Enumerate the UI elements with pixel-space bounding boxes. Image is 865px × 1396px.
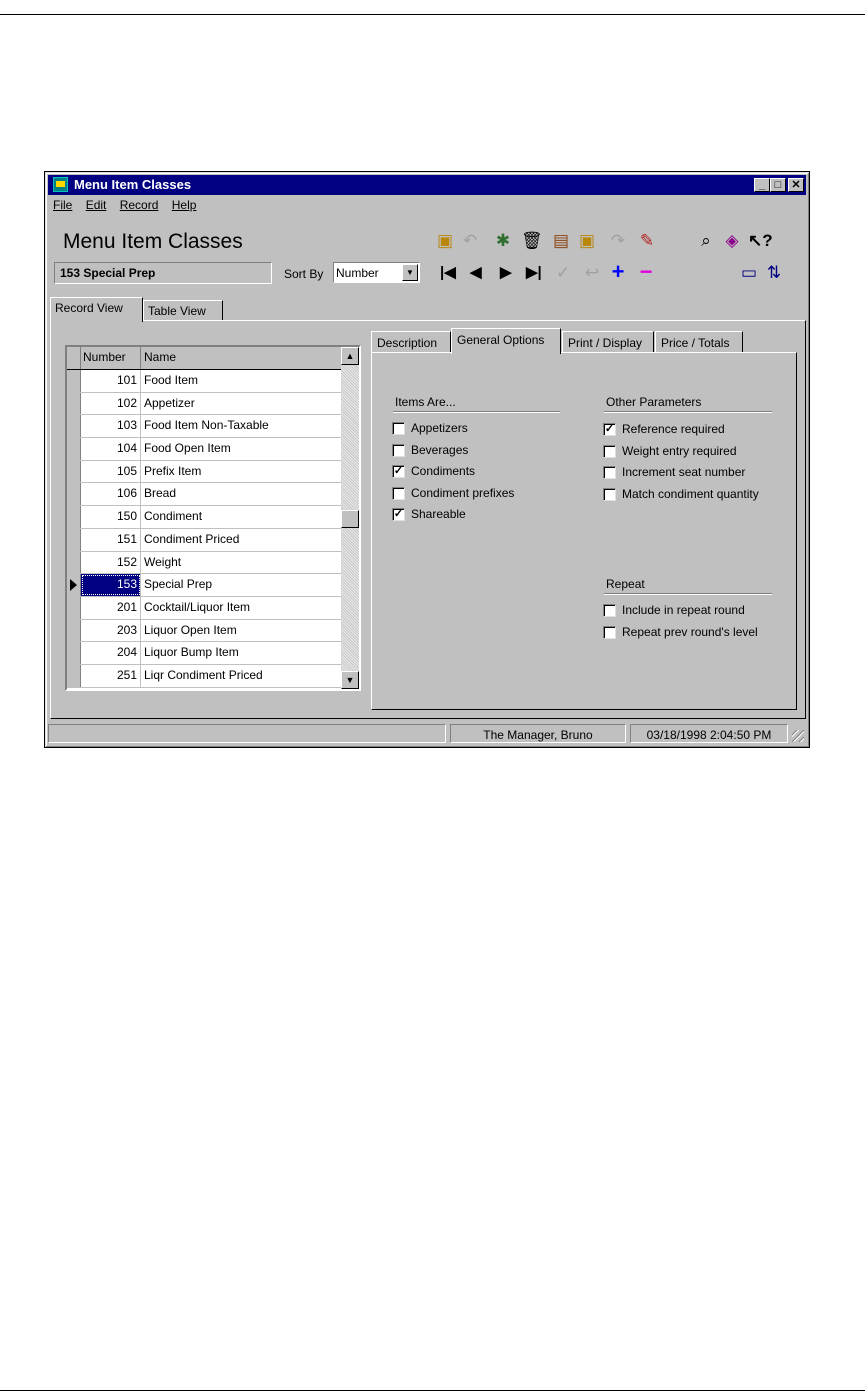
tab-general-options[interactable]: General Options — [451, 328, 561, 354]
record-grid[interactable] — [65, 345, 361, 691]
cell-name[interactable]: Food Open Item — [144, 441, 231, 456]
row-selector[interactable] — [67, 665, 81, 687]
cell-number[interactable]: 104 — [81, 438, 141, 460]
checkbox-label: Match condiment quantity — [622, 486, 759, 501]
checkbox-weight-entry-required[interactable] — [603, 445, 616, 458]
first-record-icon[interactable]: |◀ — [440, 264, 456, 281]
delete-icon[interactable]: 🗑 — [521, 231, 543, 250]
table-row[interactable] — [67, 620, 341, 643]
checkbox-label: Reference required — [622, 422, 725, 436]
checkbox-label: Condiments — [411, 464, 476, 478]
menu-edit[interactable]: Edit — [85, 198, 107, 212]
cancel-icon[interactable]: ↩ — [584, 263, 600, 282]
cell-number[interactable]: 203 — [81, 620, 141, 642]
checkbox-condiment-prefixes[interactable] — [392, 487, 405, 500]
book-icon[interactable]: ◈ — [725, 231, 739, 250]
cell-name[interactable]: Special Prep — [144, 577, 213, 592]
app-icon[interactable] — [53, 177, 68, 192]
row-selector[interactable] — [67, 370, 81, 392]
table-row[interactable] — [67, 483, 341, 506]
clear-icon[interactable]: ✎ — [639, 231, 655, 250]
table-row[interactable] — [67, 461, 341, 484]
cell-name[interactable]: Condiment — [144, 509, 203, 524]
cell-number[interactable]: 152 — [81, 552, 141, 574]
table-row[interactable] — [67, 574, 341, 597]
checkbox-repeat-prev-round-s-level[interactable] — [603, 626, 616, 639]
table-row[interactable] — [67, 370, 341, 393]
sort-by-select[interactable] — [333, 262, 420, 283]
table-row[interactable] — [67, 393, 341, 416]
cell-name[interactable]: Bread — [144, 486, 177, 501]
grid-rows — [67, 347, 341, 688]
checkbox-reference-required[interactable]: ✓ — [604, 423, 615, 435]
cell-number[interactable]: 204 — [81, 642, 141, 664]
table-row[interactable] — [67, 597, 341, 620]
clipboard-icon[interactable]: ▤ — [552, 231, 570, 250]
cell-number[interactable]: 103 — [81, 415, 141, 437]
page-title: Menu Item Classes — [63, 230, 243, 253]
table-row[interactable] — [67, 438, 341, 461]
cell-name[interactable]: Weight — [144, 554, 182, 569]
checkbox-label: Appetizers — [411, 421, 468, 435]
checkbox-appetizers[interactable] — [392, 422, 405, 435]
other-parameters-title: Other Parameters — [606, 395, 702, 409]
cell-name[interactable]: Liqr Condiment Priced — [144, 667, 263, 682]
remove-icon[interactable]: − — [639, 259, 653, 284]
table-row[interactable] — [67, 415, 341, 438]
checkbox-label: Repeat prev round's level — [622, 624, 758, 639]
items-are-title: Items Are... — [395, 395, 456, 409]
add-icon[interactable]: + — [611, 259, 625, 284]
sort-by-value: Number — [336, 266, 379, 280]
checkbox-label: Include in repeat round — [622, 603, 745, 617]
cell-number[interactable]: 106 — [81, 483, 141, 505]
row-selector[interactable] — [67, 597, 81, 619]
resize-grip[interactable] — [792, 730, 804, 742]
cell-name[interactable]: Liquor Open Item — [144, 622, 237, 637]
row-selector[interactable] — [67, 529, 81, 551]
cell-name[interactable]: Food Item — [144, 373, 199, 387]
repeat-divider — [604, 593, 772, 595]
status-bar — [48, 722, 806, 744]
menu-file[interactable]: File — [53, 198, 73, 212]
row-selector[interactable] — [67, 620, 81, 642]
checkbox-beverages[interactable] — [392, 444, 405, 457]
app-window — [44, 171, 810, 748]
redo-icon[interactable]: ↷ — [610, 231, 626, 250]
checkbox-increment-seat-number[interactable] — [603, 466, 616, 479]
cell-name[interactable]: Appetizer — [144, 395, 195, 410]
checkbox-label: Weight entry required — [622, 443, 737, 458]
table-row[interactable] — [67, 665, 341, 688]
find-icon[interactable]: ⌕ — [701, 231, 711, 250]
cell-number[interactable]: 201 — [81, 597, 141, 619]
copy-record-icon[interactable]: ✱ — [495, 231, 511, 250]
new-record-icon[interactable]: ▣ — [436, 231, 454, 250]
maximize-button[interactable]: □ — [770, 178, 786, 192]
cell-number[interactable]: 102 — [81, 393, 141, 415]
checkbox-label: Increment seat number — [622, 465, 746, 479]
screen-icon[interactable]: ▭ — [740, 263, 758, 282]
next-record-icon[interactable]: ▶ — [500, 264, 512, 281]
cell-number[interactable]: 105 — [81, 461, 141, 483]
tab-table-view[interactable]: Table View — [143, 300, 223, 322]
column-header-number[interactable]: Number — [81, 347, 141, 369]
cell-name[interactable]: Condiment Priced — [144, 531, 240, 546]
row-selector[interactable] — [67, 461, 81, 483]
current-row-pointer-icon — [70, 579, 77, 591]
row-selector[interactable] — [67, 393, 81, 415]
table-row[interactable] — [67, 642, 341, 665]
cell-number[interactable]: 251 — [81, 665, 141, 687]
checkbox-match-condiment-quantity[interactable] — [603, 488, 616, 501]
cell-number[interactable]: 150 — [81, 506, 141, 528]
checkbox-label: Beverages — [411, 442, 469, 457]
close-button[interactable]: ✕ — [788, 178, 804, 192]
current-record-display: 153 Special Prep — [54, 262, 272, 284]
cell-name[interactable]: Food Item Non-Taxable — [144, 418, 269, 433]
table-row[interactable] — [67, 529, 341, 552]
checkbox-label: Shareable — [411, 507, 466, 521]
cell-name[interactable]: Prefix Item — [144, 463, 202, 478]
other-parameters-divider — [604, 411, 772, 413]
grid-scrollbar[interactable] — [341, 347, 359, 689]
previous-record-icon[interactable]: ◀ — [470, 264, 482, 281]
table-row[interactable] — [67, 506, 341, 529]
page-bottom-rule — [0, 1390, 865, 1391]
items-are-divider — [393, 411, 560, 413]
scroll-thumb[interactable] — [341, 510, 359, 528]
general-options-panel — [371, 352, 797, 710]
status-message — [48, 724, 446, 743]
tab-print-display[interactable]: Print / Display — [562, 331, 654, 353]
window-title: Menu Item Classes — [74, 177, 192, 192]
row-selector[interactable] — [67, 438, 81, 460]
status-datetime: 03/18/1998 2:04:50 PM — [630, 724, 788, 743]
checkbox-label: Condiment prefixes — [411, 485, 515, 500]
cell-name[interactable]: Liquor Bump Item — [144, 645, 239, 660]
row-selector[interactable] — [67, 506, 81, 528]
row-selector[interactable] — [67, 574, 81, 596]
cell-number[interactable]: 153 — [81, 574, 141, 596]
status-user: The Manager, Bruno — [450, 724, 626, 743]
tab-description[interactable]: Description — [371, 331, 451, 353]
undo-icon[interactable]: ↶ — [462, 231, 478, 250]
menu-record[interactable]: Record — [119, 198, 159, 212]
cell-number[interactable]: 101 — [81, 370, 141, 392]
menu-bar — [53, 198, 206, 216]
checkbox-include-in-repeat-round[interactable] — [603, 604, 616, 617]
minimize-button[interactable]: _ — [754, 178, 770, 192]
column-header-name[interactable]: Name — [144, 350, 177, 364]
sort-by-label: Sort By — [284, 267, 324, 281]
menu-help[interactable]: Help — [171, 198, 197, 212]
context-help-icon[interactable]: ↖? — [748, 231, 773, 250]
paste-record-icon[interactable]: ▣ — [578, 231, 596, 250]
title-bar[interactable] — [48, 175, 806, 195]
tab-price-totals[interactable]: Price / Totals — [655, 331, 743, 353]
grid-header — [67, 347, 341, 370]
checkbox-condiments[interactable]: ✓ — [393, 465, 404, 477]
checkbox-shareable[interactable]: ✓ — [393, 508, 404, 520]
scroll-down-button[interactable]: ▼ — [341, 671, 359, 689]
refresh-icon[interactable]: ⇅ — [766, 263, 782, 282]
tab-record-view[interactable]: Record View — [50, 297, 143, 322]
cell-number[interactable]: 151 — [81, 529, 141, 551]
scroll-up-button[interactable]: ▲ — [341, 347, 359, 365]
row-selector[interactable] — [67, 483, 81, 505]
repeat-title: Repeat — [606, 577, 645, 591]
save-icon[interactable]: ✓ — [555, 263, 571, 282]
page-top-rule — [0, 14, 865, 15]
table-row[interactable] — [67, 552, 341, 575]
row-selector[interactable] — [67, 552, 81, 574]
last-record-icon[interactable]: ▶| — [526, 264, 542, 281]
row-selector[interactable] — [67, 415, 81, 437]
row-selector[interactable] — [67, 642, 81, 664]
cell-name[interactable]: Cocktail/Liquor Item — [144, 599, 251, 614]
chevron-down-icon[interactable]: ▼ — [402, 264, 418, 281]
grid-corner — [67, 347, 81, 369]
